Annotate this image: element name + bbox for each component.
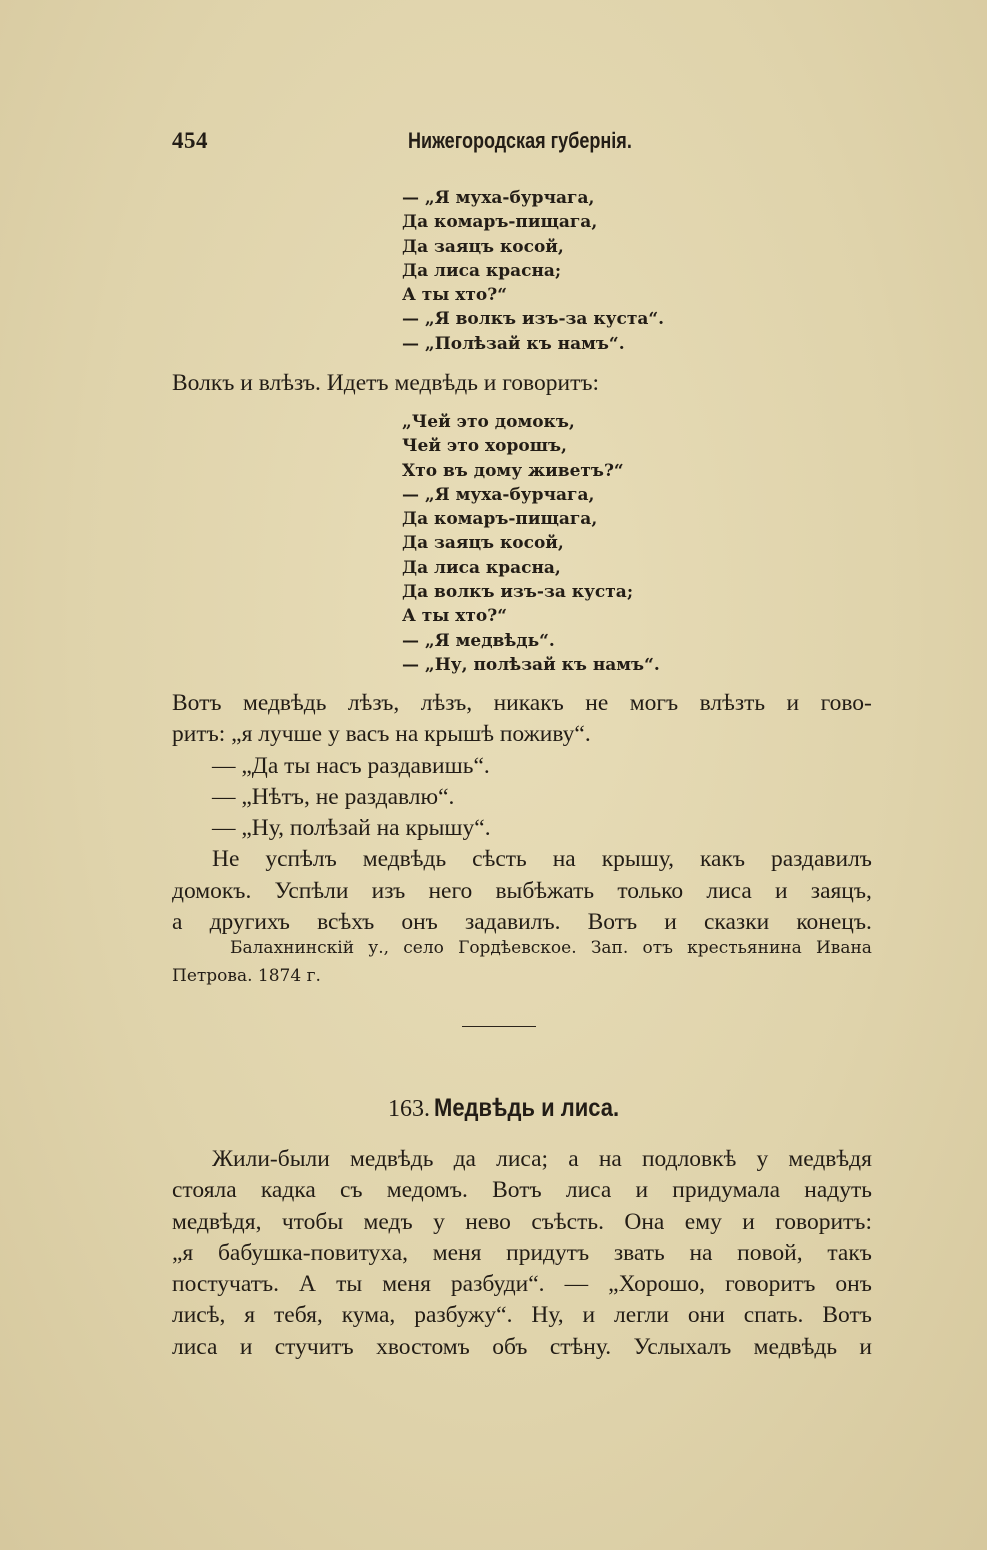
verse-line: Да лиса красна, (402, 557, 561, 578)
section-title: Медвѣдь и лиса. (434, 1094, 620, 1122)
text-line: — „Да ты насъ раздавишь“. (212, 752, 490, 779)
text-line: стояла кадка съ медомъ. Вотъ лиса и придумала надуть (172, 1177, 872, 1204)
text-line: лиса и стучитъ хвостомъ объ стѣну. Услыхалъ медвѣдь и (172, 1333, 872, 1360)
section-divider (462, 1026, 536, 1027)
source-line: Петрова. 1874 г. (172, 966, 321, 986)
verse-line: Да заяцъ косой, (402, 533, 564, 554)
text-line: ритъ: „я лучше у васъ на крышѣ поживу“. (172, 721, 591, 748)
page-number: 454 (172, 128, 208, 153)
verse-block-2 (402, 410, 660, 677)
text-line: а другихъ всѣхъ онъ задавилъ. Вотъ и сказки конецъ. (172, 909, 872, 936)
verse-block-1 (402, 186, 664, 356)
text-line: Вотъ медвѣдь лѣзъ, лѣзъ, никакъ не могъ влѣзть и гово- (172, 690, 872, 716)
paragraph-3 (172, 1144, 872, 1363)
verse-line: Да волкъ изъ-за куста; (402, 582, 634, 603)
verse-line: Да заяцъ косой, (402, 236, 564, 257)
text-line: медвѣдя, чтобы медъ у нево съѣсть. Она ему и говоритъ: (172, 1208, 872, 1235)
text-line: лисѣ, я тебя, кума, разбужу“. Ну, и легли они спать. Вотъ (172, 1302, 872, 1329)
verse-line: А ты хто?“ (402, 285, 508, 306)
verse-line: Да комаръ-пищага, (402, 212, 598, 233)
text-line: домокъ. Успѣли изъ него выбѣжать только лиса и заяцъ, (172, 877, 872, 904)
verse-line: — „Полѣзай къ намъ“. (402, 333, 625, 354)
verse-line: Чей это хорошъ, (402, 436, 567, 457)
text-line: — „Нѣтъ, не раздавлю“. (212, 783, 455, 810)
text-line: Волкъ и влѣзъ. Идетъ медвѣдь и говоритъ: (172, 370, 600, 396)
verse-line: — „Я муха-бурчага, (402, 188, 595, 208)
verse-line: Да лиса красна; (402, 260, 562, 281)
verse-line: „Чей это домокъ, (402, 412, 575, 432)
paragraph-1 (172, 368, 872, 399)
paragraph-2 (172, 688, 872, 938)
text-line: „я бабушка-повитуха, меня придутъ звать на повой, такъ (172, 1239, 872, 1266)
text-line: — „Ну, полѣзай на крышу“. (212, 815, 491, 842)
section-heading (388, 1094, 644, 1123)
verse-line: — „Я медвѣдь“. (402, 630, 555, 651)
verse-line: А ты хто?“ (402, 606, 508, 627)
verse-line: Да комаръ-пищага, (402, 509, 598, 530)
source-note (172, 934, 872, 990)
source-line: Балахнинскій у., село Гордѣевское. Зап. отъ крестьянина Ивана (230, 938, 872, 958)
verse-line: — „Я муха-бурчага, (402, 484, 595, 505)
verse-line: — „Я волкъ изъ-за куста“. (402, 309, 665, 330)
text-line: Жили-были медвѣдь да лиса; а на подловкѣ у медвѣдя (212, 1146, 872, 1172)
text-line: Не успѣлъ медвѣдь сѣсть на крышу, какъ раздавилъ (212, 846, 872, 873)
section-number: 163. (388, 1096, 430, 1122)
verse-line: — „Ну, полѣзай къ намъ“. (402, 654, 660, 675)
text-line: постучатъ. А ты меня разбуди“. — „Хорошо, говоритъ онъ (172, 1271, 872, 1298)
running-title: Нижегородская губернія. (408, 128, 632, 153)
verse-line: Хто въ дому живетъ?“ (402, 460, 624, 481)
